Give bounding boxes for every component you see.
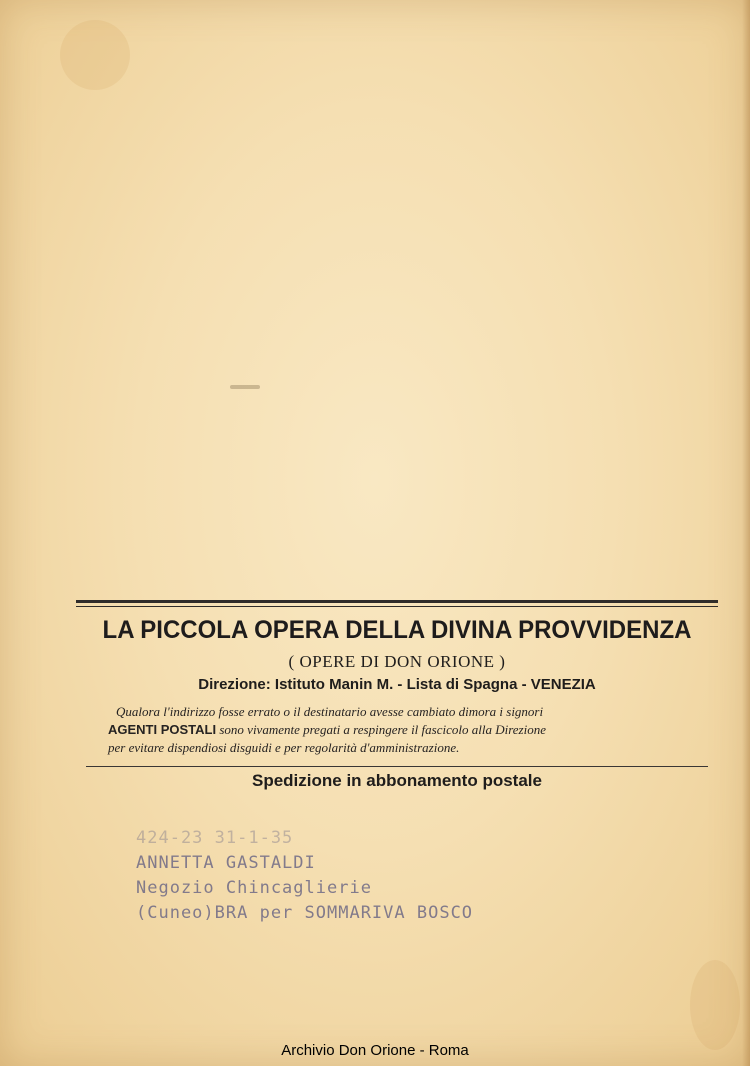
- direzione-address: Istituto Manin M. - Lista di Spagna - VENEZIA: [274, 676, 596, 693]
- section-divider: [86, 766, 708, 767]
- direzione-line: [76, 674, 718, 696]
- stamp-line-4: (Cuneo)BRA per SOMMARIVA BOSCO: [136, 903, 474, 923]
- page-edge-shadow: [742, 0, 750, 1066]
- notice-line-2-text: sono vivamente pregati a respingere il fascicolo alla Direzione: [219, 722, 546, 737]
- notice-line-1: Qualora l'indirizzo fosse errato o il destinatario avesse cambiato dimora i signori: [116, 704, 544, 719]
- publication-title: LA PICCOLA OPERA DELLA DIVINA PROVVIDENZA: [102, 616, 692, 644]
- address-stamp: [136, 826, 556, 926]
- paper-stain: [690, 960, 740, 1050]
- paper-mark: [230, 385, 260, 389]
- paper-stain: [60, 20, 130, 90]
- stamp-line-3: Negozio Chincaglierie: [136, 878, 372, 898]
- masthead-rule-thick: [76, 600, 718, 603]
- archive-footer: Archivio Don Orione - Roma: [281, 1042, 469, 1059]
- publication-subtitle: ( OPERE DI DON ORIONE ): [288, 652, 506, 671]
- postal-notice: [108, 703, 714, 757]
- direzione-label: Direzione:: [198, 676, 271, 693]
- agenti-postali-label: AGENTI POSTALI: [108, 722, 217, 737]
- notice-line-2: [108, 721, 714, 739]
- masthead-rule-thin: [76, 606, 718, 607]
- notice-line-3: per evitare dispendiosi disguidi e per regolarità d'amministrazione.: [108, 740, 460, 755]
- shipping-note: Spedizione in abbonamento postale: [252, 771, 542, 790]
- stamp-line-1: 424-23 31-1-35: [136, 828, 294, 848]
- stamp-line-2: ANNETTA GASTALDI: [136, 853, 316, 873]
